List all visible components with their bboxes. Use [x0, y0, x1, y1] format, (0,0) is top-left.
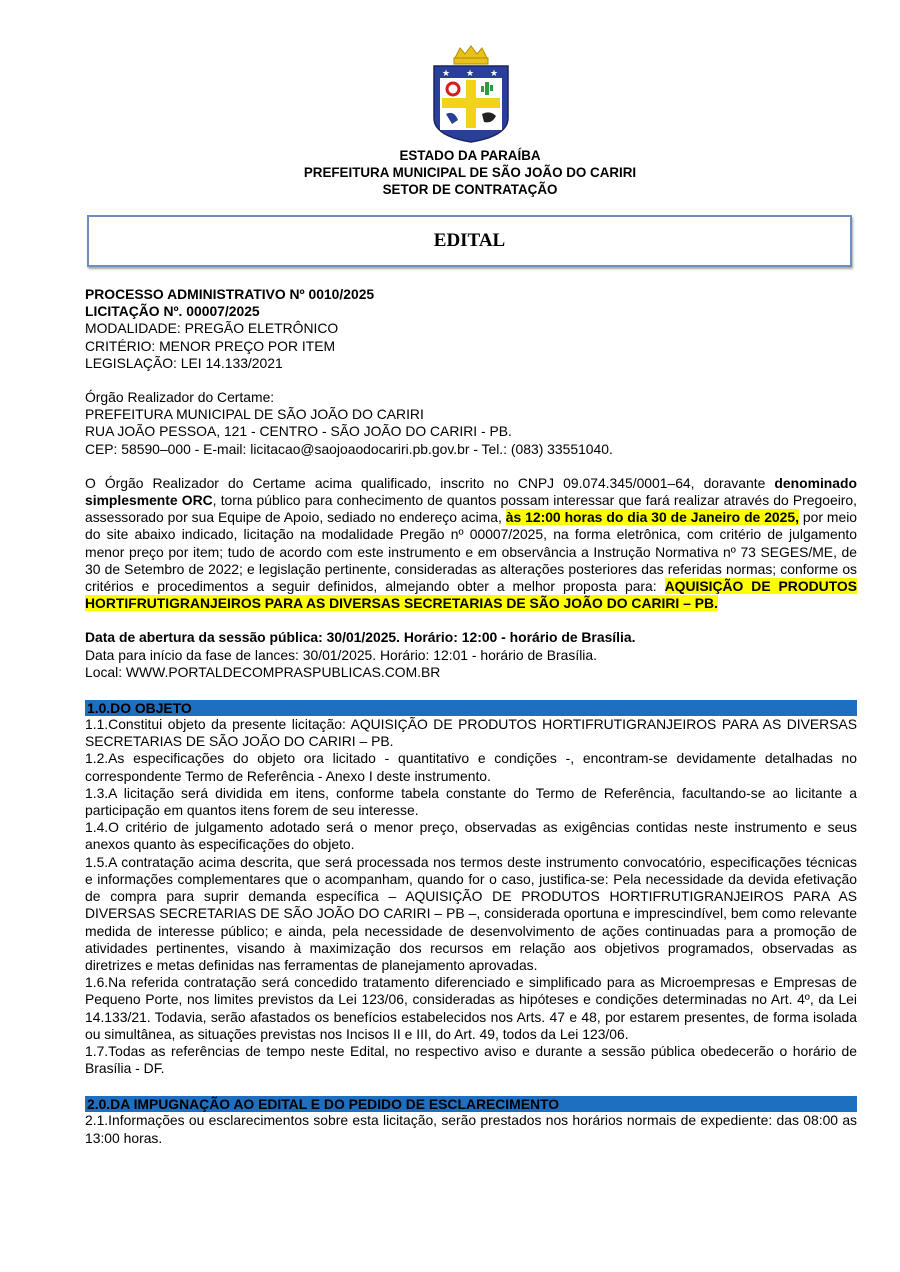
document-body	[85, 286, 857, 1147]
section-item: 1.1.Constitui objeto da presente licitação: AQUISIÇÃO DE PRODUTOS HORTIFRUTIGRANJEIROS PARA AS DIVERSAS SECRETARIAS DE SÃO JOÃO DO CARIRI – PB.	[85, 716, 857, 750]
orgao-contact: CEP: 58590–000 - E-mail: licitacao@saojoaodocariri.pb.gov.br - Tel.: (083) 33551040.	[85, 440, 613, 457]
section-item: 1.5.A contratação acima descrita, que será processada nos termos deste instrumento convocatório, especificações técnicas e informações complementares que o acompanham, quando for o caso, justifica-se: Pela necessidade da devida efetivação de compra para suprir demanda específica – AQUISIÇÃO DE PRODUTOS HORTIFRUTIGRANJEIROS PARA AS DIVERSAS SECRETARIAS DE SÃO JOÃO DO CARIRI – PB –, considerada oportuna e imprescindível, bem como relevante medida de interesse público; e ainda, pela necessidade de desenvolvimento de ações continuadas para a promoção de atividades pertinentes, visando à maximização dos recursos em relação aos objetivos programados, observadas as diretrizes e metas definidas nas ferramentas de planejamento aprovadas.	[85, 853, 857, 973]
coat-of-arms-icon	[428, 44, 514, 144]
legislacao-line: LEGISLAÇÃO: LEI 14.133/2021	[85, 354, 283, 371]
section-item: 2.1.Informações ou esclarecimentos sobre esta licitação, serão prestados nos horários normais de expediente: das 08:00 as 13:00 horas.	[85, 1112, 857, 1146]
orgao-label: Órgão Realizador do Certame:	[85, 389, 275, 406]
intro-text-2: , torna público para conhecimento de quantos possam interessar que fará realizar através do Pregoeiro, assessorado por sua Equipe de Apoio, sediado no endereço acima,	[85, 492, 857, 526]
svg-text:★: ★	[490, 69, 499, 79]
intro-bold: denominado simplesmente ORC	[85, 474, 857, 509]
section-item: 1.6.Na referida contratação será concedido tratamento diferenciado e simplificado para as Microempresas e Empresas de Pequeno Porte, nos limites previstos da Lei 123/06, consideradas as hipóteses e condições determinadas no Art. 4º, da Lei 14.133/21. Todavia, serão afastados os benefícios estabelecidos nos Arts. 47 e 48, por estarem presentes, de forma isolada ou simultânea, as situações previstas nos Incisos II e III, do Art. 49, todos da Lei 123/06.	[85, 974, 857, 1042]
section-item: 1.3.A licitação será dividida em itens, conforme tabela constante do Termo de Referência, facultando-se ao licitante a participação em quantos itens forem de seu interesse.	[85, 784, 857, 819]
licitacao-line: LICITAÇÃO Nº. 00007/2025	[85, 303, 260, 320]
header-department: SETOR DE CONTRATAÇÃO	[382, 182, 558, 197]
title-box	[87, 215, 852, 267]
section-item: 1.4.O critério de julgamento adotado será o menor preço, observadas as exigências contidas neste instrumento e seus anexos quanto às especificações do objeto.	[85, 819, 857, 853]
document-header	[0, 147, 900, 198]
session-bids: Data para início da fase de lances: 30/01/2025. Horário: 12:01 - horário de Brasília.	[85, 646, 597, 663]
svg-text:★: ★	[442, 69, 451, 79]
section-heading-impugnacao: 2.0.DA IMPUGNAÇÃO AO EDITAL E DO PEDIDO DE ESCLARECIMENTO	[85, 1096, 857, 1112]
modalidade-line: MODALIDADE: PREGÃO ELETRÔNICO	[85, 320, 339, 337]
header-state: ESTADO DA PARAÍBA	[399, 148, 541, 163]
intro-highlight-date: às 12:00 horas do dia 30 de Janeiro de 2025,	[505, 509, 799, 526]
orgao-address: RUA JOÃO PESSOA, 121 - CENTRO - SÃO JOÃO DO CARIRI - PB.	[85, 423, 512, 440]
section-item: 1.7.Todas as referências de tempo neste Edital, no respectivo aviso e durante a sessão pública obedecerão o horário de Brasília - DF.	[85, 1042, 857, 1077]
section-item: 1.2.As especificações do objeto ora licitado - quantitativo e condições -, encontram-se devidamente detalhadas no correspondente Termo de Referência - Anexo I deste instrumento.	[85, 750, 857, 784]
svg-text:★: ★	[466, 69, 475, 79]
header-municipality: PREFEITURA MUNICIPAL DE SÃO JOÃO DO CARIRI	[303, 165, 637, 180]
intro-text-1: O Órgão Realizador do Certame acima qualificado, inscrito no CNPJ 09.074.345/0001–64, doravante	[85, 474, 775, 491]
processo-line: PROCESSO ADMINISTRATIVO Nº 0010/2025	[85, 286, 375, 302]
criterio-line: CRITÉRIO: MENOR PREÇO POR ITEM	[85, 337, 336, 354]
intro-text-3: por meio do site abaixo indicado, licitação na modalidade Pregão nº 00007/2025, na forma eletrônica, com critério de julgamento menor preço por item; tudo de acordo com este instrumento e em observância a Instrução Normativa nº 73 SEGES/ME, de 30 de Setembro de 2022; e legislação pertinente, consideradas as alterações posteriores das referidas normas; conforme os critérios e procedimentos a seguir definidos, almejando obter a melhor proposta para:	[85, 509, 858, 595]
session-opening: Data de abertura da sessão pública: 30/01/2025. Horário: 12:00 - horário de Brasília.	[85, 629, 636, 646]
document-title: EDITAL	[433, 230, 506, 251]
session-location: Local: WWW.PORTALDECOMPRASPUBLICAS.COM.BR	[85, 663, 441, 680]
intro-highlight-object: AQUISIÇÃO DE PRODUTOS HORTIFRUTIGRANJEIROS PARA AS DIVERSAS SECRETARIAS DE SÃO JOÃO DO CARIRI – PB.	[85, 578, 858, 612]
orgao-name: PREFEITURA MUNICIPAL DE SÃO JOÃO DO CARIRI	[85, 406, 424, 423]
intro-paragraph	[85, 475, 857, 613]
section-heading-objeto: 1.0.DO OBJETO	[85, 700, 857, 716]
